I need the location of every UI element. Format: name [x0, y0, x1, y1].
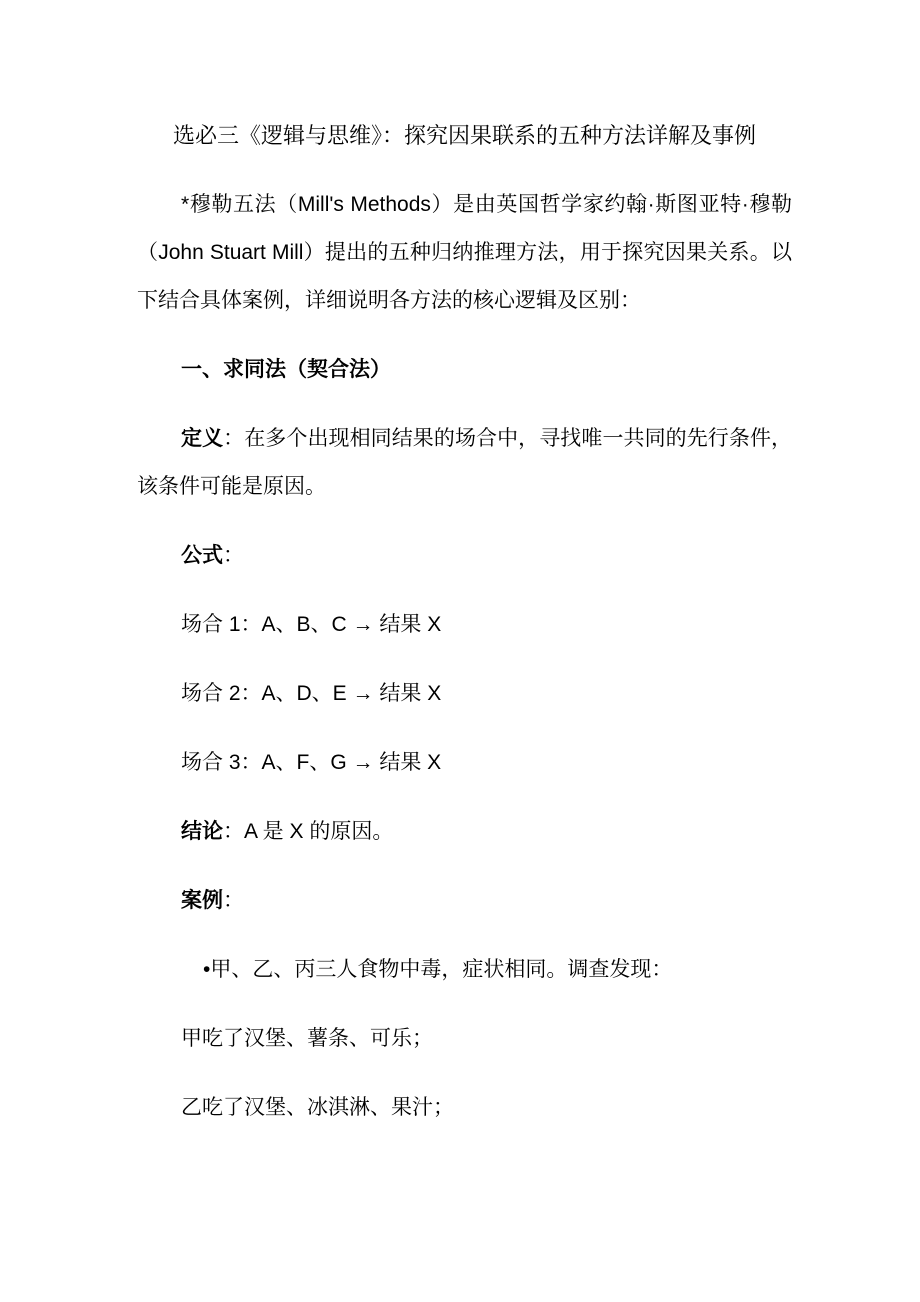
- formula-colon: ：: [223, 544, 244, 567]
- definition-paragraph: [137, 415, 792, 511]
- example-bullet-paragraph: [137, 946, 792, 994]
- section-heading: 一、求同法（契合法）: [181, 358, 391, 381]
- formula-case-2: 场合 2：A、D、E → 结果 X: [181, 682, 442, 705]
- definition-label: 定义: [181, 427, 224, 450]
- finding-paragraph-2: 乙吃了汉堡、冰淇淋、果汁；: [181, 1096, 454, 1119]
- formula-case-3: 场合 3：A、F、G → 结果 X: [181, 751, 442, 774]
- intro-paragraph: *穆勒五法（Mill's Methods）是由英国哲学家约翰·斯图亚特·穆勒（John Stuart Mill）提出的五种归纳推理方法，用于探究因果关系。以下结合具体案例，详细说明各方法的核心逻辑及区别：: [137, 193, 792, 312]
- conclusion-paragraph: [137, 808, 792, 856]
- conclusion-label: 结论: [181, 820, 223, 843]
- formula-case-1: 场合 1：A、B、C → 结果 X: [181, 613, 442, 636]
- example-intro-text: 甲、乙、丙三人食物中毒，症状相同。调查发现：: [210, 958, 673, 981]
- finding-paragraph-1: 甲吃了汉堡、薯条、可乐；: [181, 1027, 433, 1050]
- document-title: 选必三《逻辑与思维》：探究因果联系的五种方法详解及事例: [172, 123, 756, 148]
- example-label: 案例: [181, 889, 223, 912]
- formula-paragraph: [137, 532, 792, 580]
- formula-label: 公式: [181, 544, 223, 567]
- example-label-paragraph: [137, 877, 792, 925]
- bullet-marker: •: [203, 958, 211, 981]
- conclusion-text: ：A 是 X 的原因。: [223, 820, 394, 843]
- example-colon: ：: [223, 889, 244, 912]
- definition-text: ：在多个出现相同结果的场合中，寻找唯一共同的先行条件，该条件可能是原因。: [137, 427, 793, 498]
